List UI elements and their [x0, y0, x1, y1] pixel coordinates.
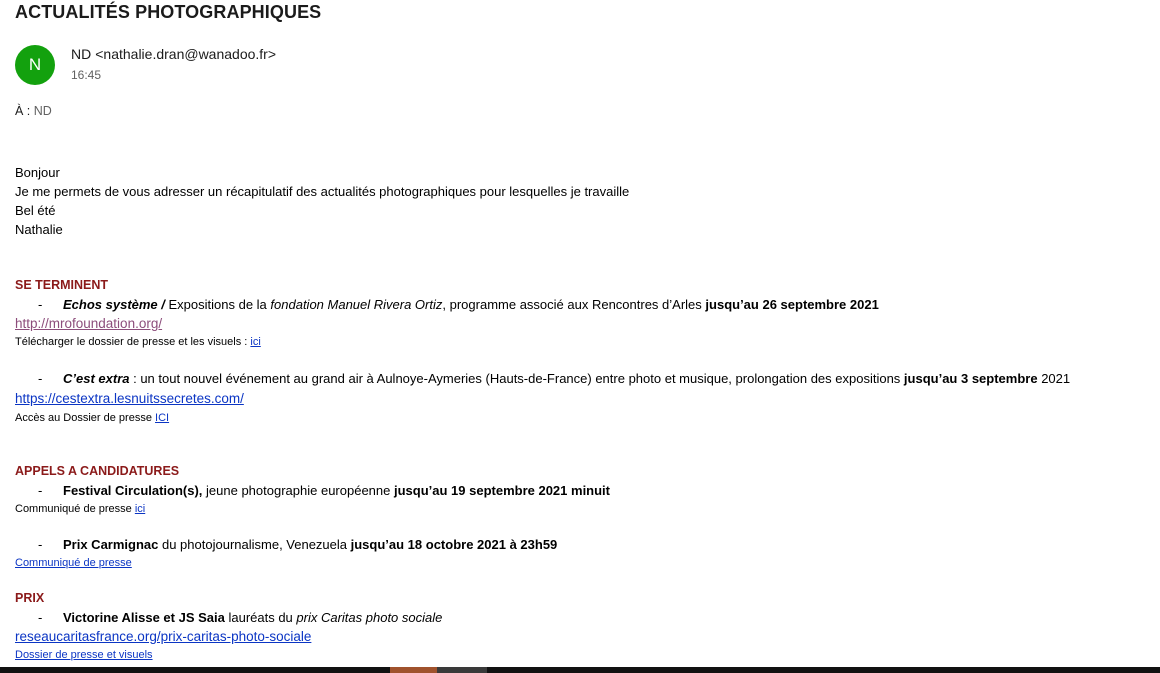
to-label: À : — [15, 104, 31, 118]
intro-line: Je me permets de vous adresser un récapitulatif des actualités photographiques pour lesquelles je travaille — [15, 184, 630, 199]
item-name: C’est extra — [63, 371, 130, 386]
taskbar-app-button[interactable] — [390, 667, 437, 673]
download-text: Accès au Dossier de presse — [15, 412, 156, 424]
mrofoundation-link[interactable]: http://mrofoundation.org/ — [15, 316, 163, 331]
greeting: Bonjour — [15, 165, 60, 180]
list-item — [15, 535, 1145, 554]
download-link[interactable]: ici — [134, 503, 146, 515]
list-item — [15, 608, 1145, 627]
item-name: Echos système / — [63, 297, 165, 312]
item-text: prix Caritas photo sociale — [296, 610, 443, 625]
to-recipient[interactable]: ND — [33, 104, 52, 118]
item-name: Prix Carmignac — [63, 537, 159, 552]
download-link[interactable]: ICI — [155, 412, 170, 424]
item-date: jusqu’au 26 septembre 2021 — [705, 297, 879, 312]
item-date: jusqu’au 19 septembre 2021 minuit — [393, 483, 611, 498]
intro-line: Bel été — [15, 203, 56, 218]
section-title: SE TERMINENT — [15, 278, 109, 292]
download-line — [15, 409, 1145, 427]
download-text: Télécharger le dossier de presse et les visuels : — [15, 336, 251, 348]
item-text: lauréats du — [224, 610, 297, 625]
list-item — [15, 369, 1145, 388]
email-body — [15, 163, 1145, 664]
press-kit-link[interactable]: Dossier de presse et visuels — [15, 649, 153, 661]
press-release-link[interactable]: Communiqué de presse — [15, 557, 132, 569]
dash: - — [38, 297, 43, 312]
dash: - — [38, 483, 43, 498]
sender[interactable] — [71, 46, 276, 62]
item-date: jusqu’au 18 octobre 2021 à 23h59 — [350, 537, 558, 552]
list-item — [15, 295, 1145, 314]
download-text: Communiqué de presse — [15, 503, 135, 515]
item-text: : un tout nouvel événement au grand air à Aulnoye-Aymeries (Hauts-de-France) entre photo et musique, prolongation des expositions — [129, 371, 904, 386]
sender-name: ND — [71, 46, 92, 62]
dash: - — [38, 537, 43, 552]
timestamp: 16:45 — [71, 68, 102, 82]
item-text: jeune photographie européenne — [202, 483, 394, 498]
taskbar — [0, 667, 1160, 673]
taskbar-app-button[interactable] — [437, 667, 487, 673]
caritas-link[interactable]: reseaucaritasfrance.org/prix-caritas-photo-sociale — [15, 629, 312, 644]
section-title: APPELS A CANDIDATURES — [15, 464, 180, 478]
item-text: Expositions de la — [164, 297, 271, 312]
sender-email: <nathalie.dran@wanadoo.fr> — [95, 46, 277, 62]
signature: Nathalie — [15, 222, 63, 237]
item-name: Festival Circulation(s), — [63, 483, 203, 498]
item-text: fondation Manuel Rivera Ortiz — [270, 297, 443, 312]
cestextra-link[interactable]: https://cestextra.lesnuitssecretes.com/ — [15, 391, 244, 406]
section-title: PRIX — [15, 591, 45, 605]
download-line — [15, 500, 1145, 518]
list-item — [15, 481, 1145, 500]
download-link[interactable]: ici — [250, 336, 261, 348]
item-text: , programme associé aux Rencontres d’Arles — [442, 297, 706, 312]
download-line — [15, 333, 1145, 351]
item-text: du photojournalisme, Venezuela — [158, 537, 351, 552]
item-name: Victorine Alisse et JS Saia — [63, 610, 225, 625]
avatar[interactable]: N — [15, 45, 55, 85]
item-text: 2021 — [1037, 371, 1071, 386]
item-date: jusqu’au 3 septembre — [903, 371, 1038, 386]
email-subject: ACTUALITÉS PHOTOGRAPHIQUES — [15, 2, 322, 22]
dash: - — [38, 610, 43, 625]
dash: - — [38, 371, 43, 386]
recipients — [15, 104, 52, 118]
